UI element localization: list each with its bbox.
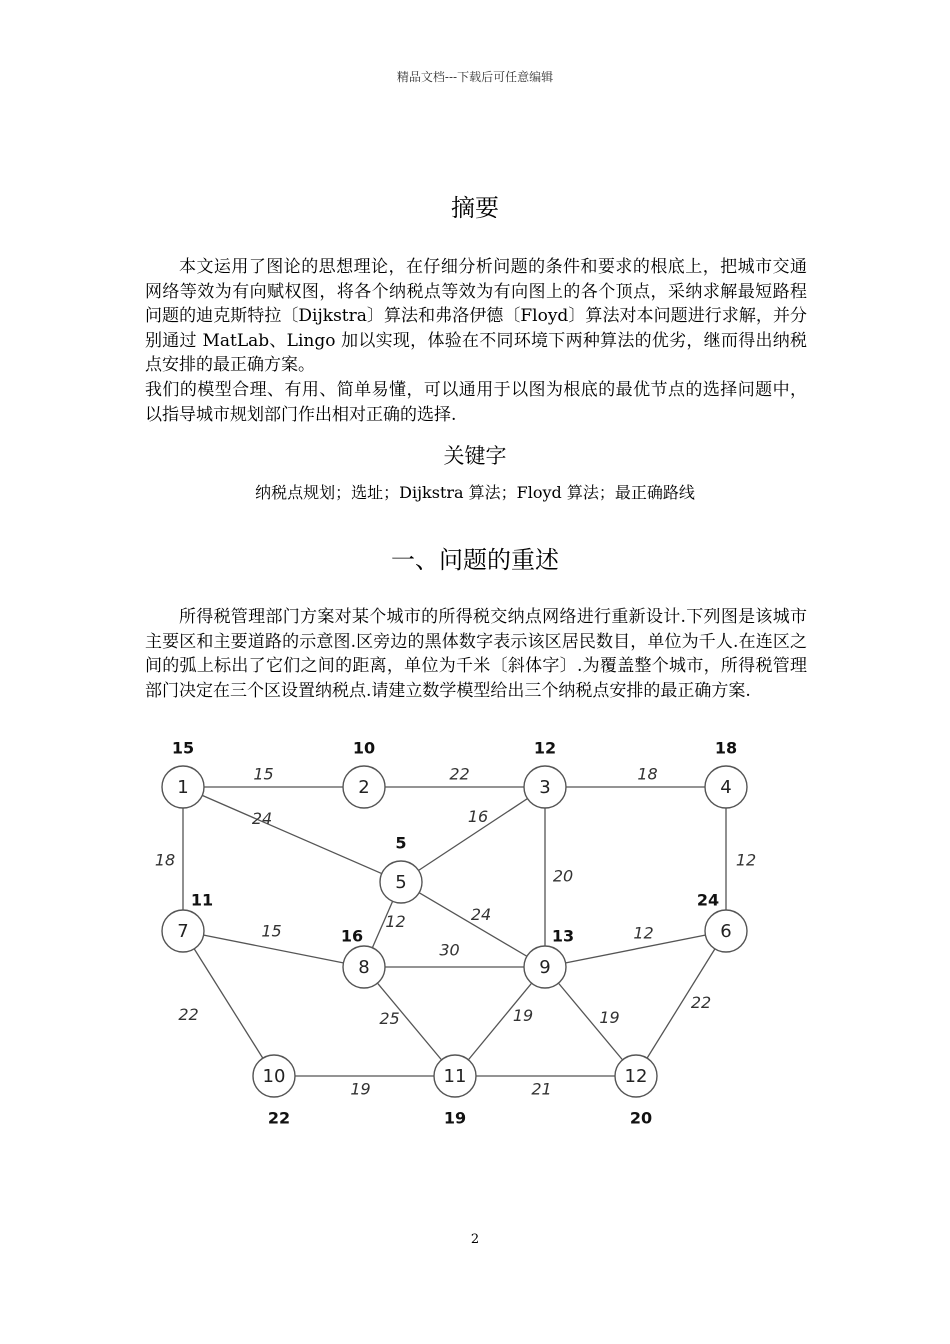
node-3 <box>524 739 566 809</box>
distance-label-10-11: 19 <box>350 1079 371 1099</box>
population-label-9: 13 <box>551 926 575 946</box>
distance-label-2-3: 22 <box>449 764 470 784</box>
distance-label-8-11: 25 <box>379 1009 400 1028</box>
page-header: 精品文档---下载后可任意编辑 <box>396 70 554 84</box>
abstract-title: 摘要 <box>451 194 499 222</box>
edge-6-12 <box>636 931 726 1076</box>
distance-label-3-5: 16 <box>467 807 489 826</box>
node-id-label-7: 7 <box>177 921 189 942</box>
distance-label-3-4: 18 <box>637 764 658 784</box>
node-4 <box>705 739 747 809</box>
abstract-paragraph-1: 本文运用了图论的思想理论，在仔细分析问题的条件和要求的根底上，把城市交通网络等效为有向赋权图，将各个纳税点等效为有向图上的各个顶点，采纳求解最短路程问题的迪克斯特拉〔Dijkstra〕算法和弗洛伊德〔Floyd〕算法对本问题进行求解，并分别通过 MatLab、Lingo 加以实现，体验在不同环境下两种算法的优劣，继而得出纳税点安排的最正确方案。 <box>145 257 807 375</box>
node-8 <box>341 927 385 989</box>
node-2 <box>343 739 385 809</box>
population-label-12: 20 <box>629 1108 653 1128</box>
node-11 <box>434 1055 476 1128</box>
node-id-label-3: 3 <box>539 777 551 798</box>
distance-label-7-10: 22 <box>178 1005 199 1024</box>
node-12 <box>615 1055 657 1128</box>
population-label-11: 19 <box>443 1108 467 1128</box>
node-7 <box>162 891 213 953</box>
section-1-paragraph: 所得税管理部门方案对某个城市的所得税交纳点网络进行重新设计.下列图是该城市主要区和主要道路的示意图.区旁边的黑体数字表示该区居民数目，单位为千人.在连区之间的弧上标出了它们之间的距离，单位为千米〔斜体字〕.为覆盖整个城市，所得税管理部门决定在三个区设置纳税点.请建立数学模型给出三个纳税点安排的最正确方案. <box>145 607 807 701</box>
node-10 <box>253 1055 295 1128</box>
node-id-label-2: 2 <box>358 777 370 798</box>
distance-label-9-6: 12 <box>633 923 654 943</box>
population-label-2: 10 <box>352 738 376 758</box>
population-label-5: 5 <box>395 833 407 853</box>
distance-label-4-6: 12 <box>735 850 757 870</box>
network-graph <box>145 735 770 1135</box>
node-id-label-8: 8 <box>358 957 370 978</box>
city-network-figure <box>145 735 770 1135</box>
distance-label-9-12: 19 <box>599 1008 620 1027</box>
node-id-label-4: 4 <box>720 777 732 798</box>
node-id-label-9: 9 <box>539 957 551 978</box>
population-label-6: 24 <box>696 890 720 910</box>
abstract-paragraph-2: 我们的模型合理、有用、简单易懂，可以通用于以图为根底的最优节点的选择问题中，以指导城市规划部门作出相对正确的选择. <box>145 380 807 425</box>
distance-label-1-5: 24 <box>251 809 273 828</box>
nodes-layer <box>162 739 747 1128</box>
distance-label-11-12: 21 <box>531 1079 552 1099</box>
population-label-8: 16 <box>340 926 364 946</box>
node-id-label-5: 5 <box>395 872 407 893</box>
edge-7-10 <box>183 931 274 1076</box>
population-label-7: 11 <box>190 890 214 910</box>
distance-label-3-9: 20 <box>552 866 574 886</box>
node-6 <box>697 891 747 953</box>
page-number: 2 <box>470 1232 480 1247</box>
node-1 <box>162 739 204 809</box>
node-id-label-12: 12 <box>624 1066 648 1087</box>
distance-label-5-9: 24 <box>470 905 492 924</box>
edge-3-5 <box>401 787 545 882</box>
node-9 <box>524 927 574 989</box>
population-label-10: 22 <box>267 1108 291 1128</box>
distance-label-1-7: 18 <box>154 850 176 870</box>
node-id-label-10: 10 <box>262 1066 286 1087</box>
keywords-title: 关键字 <box>443 444 507 468</box>
edge-5-9 <box>401 882 545 967</box>
section-1-title: 一、问题的重述 <box>391 546 559 574</box>
distance-label-1-2: 15 <box>253 764 274 784</box>
population-label-3: 12 <box>533 738 557 758</box>
node-id-label-11: 11 <box>443 1066 467 1087</box>
node-id-label-1: 1 <box>177 777 189 798</box>
node-5 <box>380 834 422 904</box>
distance-label-8-9: 30 <box>439 940 460 960</box>
population-label-4: 18 <box>714 738 738 758</box>
distance-label-9-11: 19 <box>512 1006 534 1025</box>
distance-label-6-12: 22 <box>690 993 712 1012</box>
population-label-1: 15 <box>171 738 195 758</box>
distance-label-7-8: 15 <box>261 921 282 941</box>
node-id-label-6: 6 <box>720 921 732 942</box>
keywords-text: 纳税点规划；选址；Dijkstra 算法；Floyd 算法；最正确路线 <box>255 483 695 502</box>
distance-label-5-8: 12 <box>385 912 406 931</box>
